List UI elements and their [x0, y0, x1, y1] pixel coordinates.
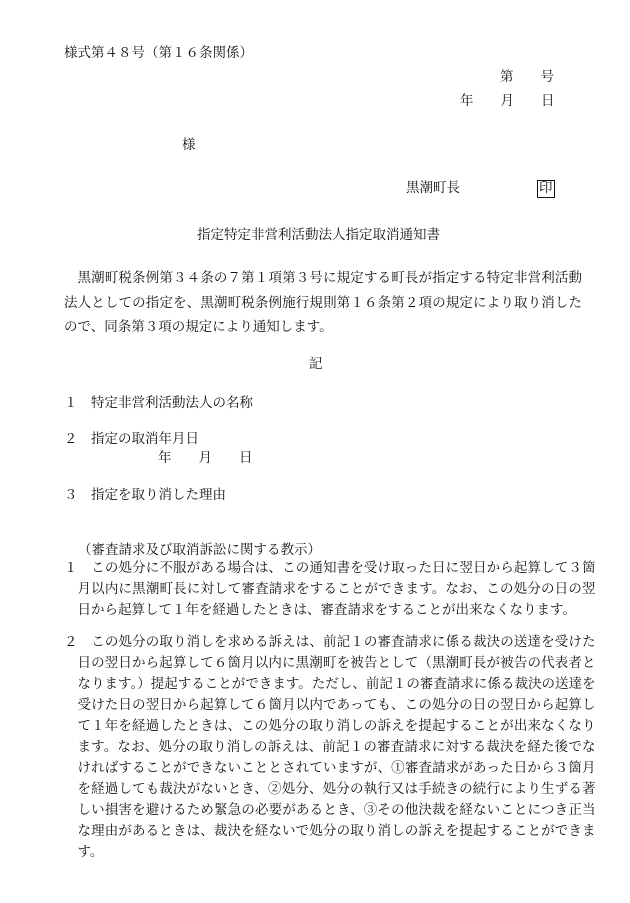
document-number: 第 号: [500, 69, 554, 85]
item-2-date: 年 月 日: [158, 450, 253, 466]
sender-name: 黒潮町長: [406, 180, 460, 196]
addressee-suffix: 様: [182, 137, 196, 153]
form-label: 様式第４８号（第１６条関係）: [64, 45, 253, 61]
item-3-label: ３ 指定を取り消した理由: [64, 487, 226, 503]
notice-paragraph-1: １ この処分に不服がある場合は、この通知書を受け取った日に翌日から起算して３箇月以内に黒潮町長に対して審査請求をすることができます。なお、この処分の日の翌日から起算して１年を経過したときは、審査請求をすることが出来なくなります。: [64, 560, 596, 618]
ki-label: 記: [309, 356, 323, 372]
notice-paragraph-2: ２ この処分の取り消しを求める訴えは、前記１の審査請求に係る裁決の送達を受けた日の翌日から起算して６箇月以内に黒潮町を被告として（黒潮町長が被告の代表者となります。）提起することができます。ただし、前記１の審査請求に係る裁決の送達を受けた日の翌日から起算して６箇月以内であっても、この処分の日の翌日から起算して１年を経過したときは、この処分の取り消しの訴えを提起することが出来なくなります。なお、処分の取り消しの訴えは、前記１の審査請求に対する裁決を経た後でなければすることができないこととされていますが、①審査請求があった日から３箇月を経過しても裁決がないとき、②処分、処分の執行又は手続きの続行により生ずる著しい損害を避けるため緊急の必要があるとき、③その他決裁を経ないことにつき正当な理由があるときは、裁決を経ないで処分の取り消しの訴えを提起することができます。: [64, 634, 596, 860]
seal-mark: [537, 180, 555, 198]
seal-label: 印: [539, 180, 553, 196]
item-2-label: ２ 指定の取消年月日: [64, 431, 199, 447]
notice-heading: （審査請求及び取消訴訟に関する教示）: [78, 542, 321, 558]
document-title: 指定特定非営利活動法人指定取消通知書: [197, 227, 440, 243]
issue-date: 年 月 日: [460, 93, 555, 109]
item-1-label: １ 特定非営利活動法人の名称: [64, 395, 253, 411]
body-text: 黒潮町税条例第３４条の７第１項第３号に規定する町長が指定する特定非営利活動法人としての指定を、黒潮町税条例施行規則第１６条第２項の規定により取り消したので、同条第３項の規定により通知します。: [64, 270, 582, 335]
